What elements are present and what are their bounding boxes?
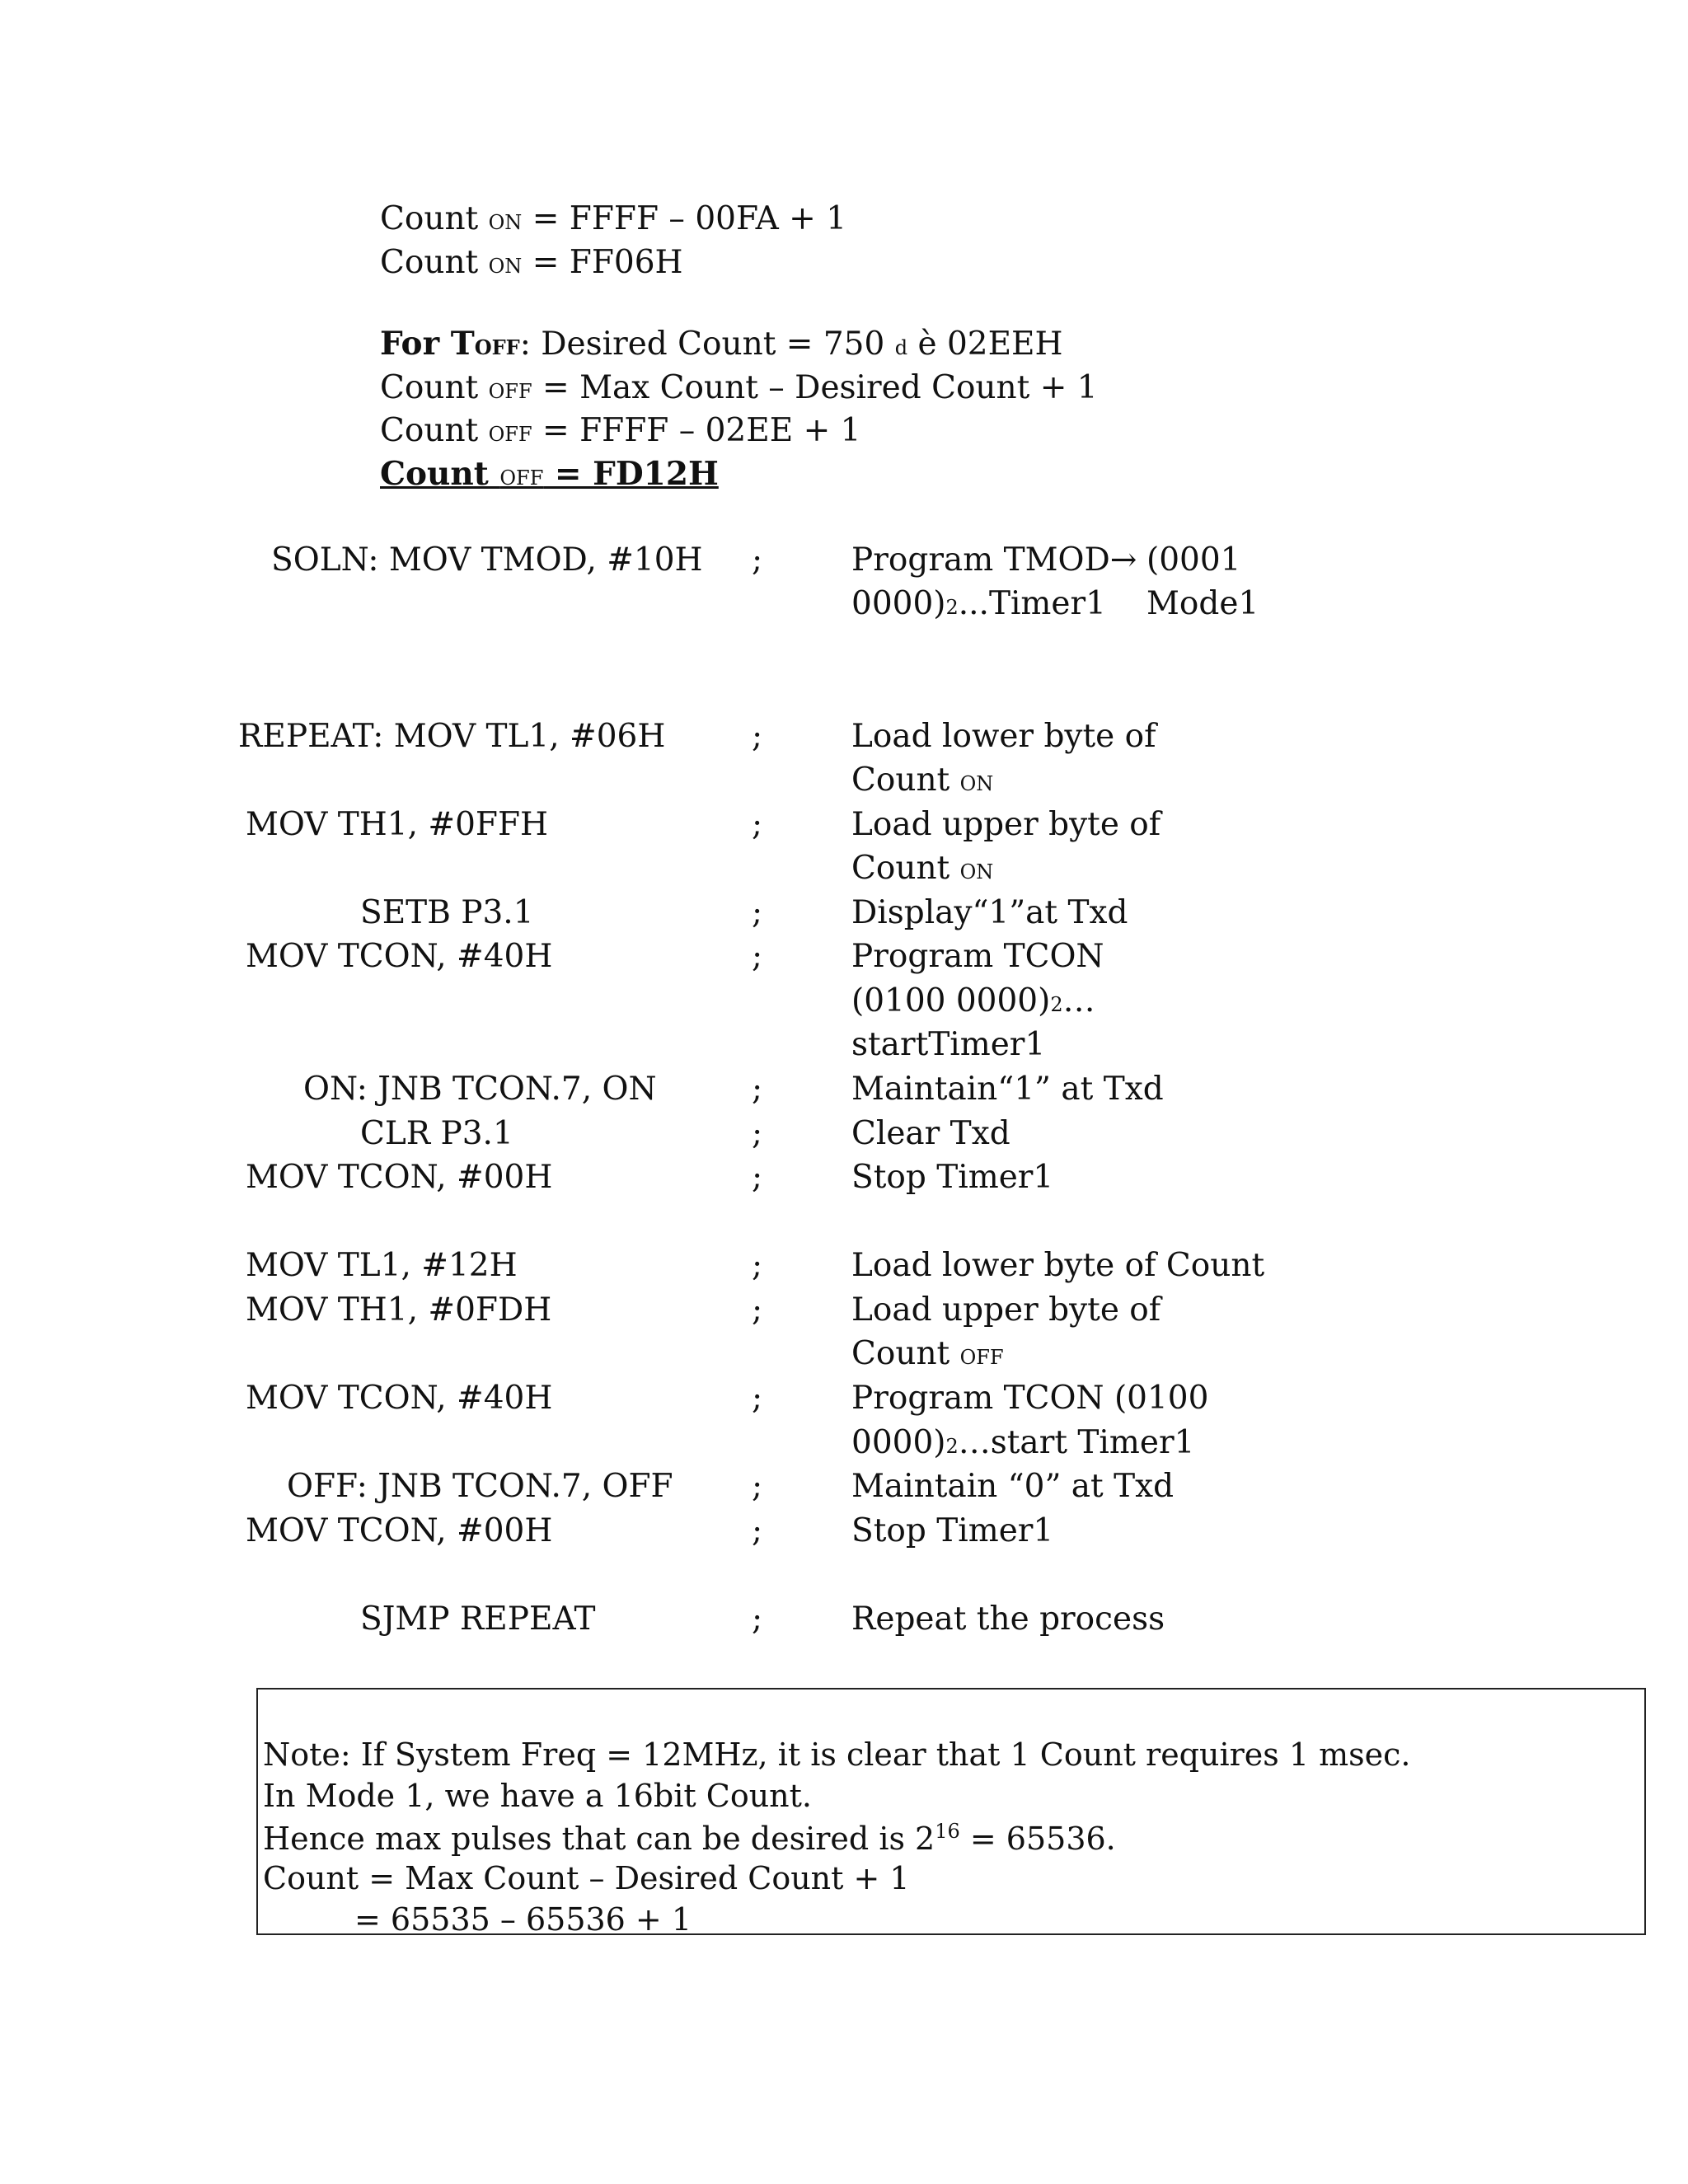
instruction: MOV TCON, #00H — [246, 1159, 553, 1196]
text: : Desired Count = 750 — [519, 326, 895, 363]
note-line-1: Note: If System Freq = 12MHz, it is clear that 1 Count requires 1 msec. — [263, 1736, 1411, 1773]
instruction: OFF: JNB TCON.7, OFF — [287, 1468, 673, 1505]
instruction: MOV TCON, #00H — [246, 1512, 553, 1549]
comment: Repeat the process — [851, 1601, 1165, 1638]
semicolon: ; — [752, 806, 763, 843]
instruction: MOV TCON, #40H — [246, 1380, 553, 1417]
text: = FFFF – 00FA + 1 — [522, 200, 847, 237]
comment — [851, 762, 994, 799]
instruction: ON: JNB TCON.7, ON — [303, 1071, 657, 1108]
calc-line-1 — [380, 200, 847, 237]
text: Count — [380, 455, 500, 493]
semicolon: ; — [752, 1071, 763, 1108]
text: = Max Count – Desired Count + 1 — [532, 369, 1098, 406]
text: Count — [851, 762, 960, 799]
subscript: ON — [959, 860, 994, 883]
superscript: 16 — [935, 1820, 960, 1843]
calc-line-3 — [380, 325, 1063, 363]
semicolon: ; — [752, 1468, 763, 1505]
comment: Load lower byte of — [851, 718, 1156, 755]
note-box — [256, 1688, 1646, 1938]
instruction: SETB P3.1 — [360, 894, 534, 931]
comment: Maintain “0” at Txd — [851, 1468, 1175, 1505]
subscript: OFF — [499, 466, 544, 490]
comment: Display“1”at Txd — [851, 894, 1128, 931]
arrow-icon: → — [1109, 541, 1137, 579]
semicolon: ; — [752, 541, 763, 579]
comment — [851, 1424, 1195, 1461]
subscript: 2 — [945, 1435, 959, 1458]
subscript: OFF — [488, 380, 532, 403]
comment — [851, 982, 1095, 1019]
calc-line-2 — [380, 246, 683, 279]
instruction: SJMP REPEAT — [360, 1601, 596, 1638]
calc-line-4 — [380, 369, 1098, 406]
semicolon: ; — [752, 718, 763, 755]
text: = 65536. — [959, 1821, 1116, 1857]
calc-line-6-result — [380, 455, 719, 493]
text: …start Timer1 — [958, 1424, 1195, 1461]
note-line-4: Count = Max Count – Desired Count + 1 — [263, 1860, 910, 1896]
comment: (0001 — [1146, 541, 1241, 579]
text: è 02EEH — [907, 326, 1063, 363]
semicolon: ; — [752, 1247, 763, 1284]
comment: Program TCON (0100 — [851, 1380, 1209, 1417]
subscript: OFF — [474, 335, 520, 359]
text: For T — [380, 325, 475, 363]
semicolon: ; — [752, 1159, 763, 1196]
comment: Load lower byte of Count — [851, 1247, 1265, 1284]
text: Count — [380, 412, 489, 449]
semicolon: ; — [752, 1512, 763, 1549]
note-line-5: = 65535 – 65536 + 1 — [354, 1901, 692, 1938]
text: Count — [380, 369, 489, 406]
instruction: MOV TL1, #12H — [246, 1247, 518, 1284]
subscript: OFF — [488, 423, 532, 446]
comment: Program TCON — [851, 938, 1104, 975]
semicolon: ; — [752, 1115, 763, 1152]
comment: Stop Timer1 — [851, 1512, 1054, 1549]
comment: Mode1 — [1146, 585, 1259, 622]
text: ...Timer1 — [958, 585, 1106, 622]
semicolon: ; — [752, 894, 763, 931]
instruction: MOV TH1, #0FFH — [246, 806, 549, 843]
semicolon: ; — [752, 938, 763, 975]
text: … — [1062, 982, 1095, 1019]
text: Program TMOD — [851, 541, 1110, 579]
instruction: CLR P3.1 — [360, 1115, 513, 1152]
subscript: 2 — [945, 596, 959, 619]
subscript: OFF — [959, 1346, 1004, 1369]
comment — [851, 1335, 1004, 1372]
text: = FD12H — [543, 455, 719, 493]
comment: startTimer1 — [851, 1026, 1046, 1063]
text: 0000) — [851, 1424, 946, 1461]
text: = FF06H — [522, 244, 683, 281]
note-line-2: In Mode 1, we have a 16bit Count. — [263, 1778, 813, 1814]
comment: Stop Timer1 — [851, 1159, 1054, 1196]
comment: Clear Txd — [851, 1115, 1010, 1152]
semicolon: ; — [752, 1291, 763, 1329]
subscript: ON — [488, 255, 523, 278]
text: Count — [851, 1335, 960, 1372]
text: (0100 0000) — [851, 982, 1051, 1019]
comment — [851, 541, 1137, 579]
text: Count — [380, 244, 489, 281]
subscript: d — [894, 336, 908, 359]
subscript: ON — [488, 211, 523, 234]
instruction: REPEAT: MOV TL1, #06H — [238, 718, 666, 755]
comment — [851, 585, 1106, 622]
subscript: ON — [959, 772, 994, 795]
text: 0000) — [851, 585, 946, 622]
text: Count — [380, 200, 489, 237]
comment: Load upper byte of — [851, 806, 1161, 843]
text: Hence max pulses that can be desired is 2 — [263, 1821, 935, 1857]
calc-line-5 — [380, 412, 861, 449]
comment: Load upper byte of — [851, 1291, 1161, 1329]
subscript: 2 — [1050, 993, 1063, 1016]
instruction: SOLN: MOV TMOD, #10H — [271, 541, 703, 579]
instruction: MOV TCON, #40H — [246, 938, 553, 975]
text: Count — [851, 850, 960, 887]
note-line-3 — [263, 1820, 1116, 1857]
instruction: MOV TH1, #0FDH — [246, 1291, 552, 1329]
comment: Maintain“1” at Txd — [851, 1071, 1164, 1108]
comment — [851, 850, 994, 887]
semicolon: ; — [752, 1380, 763, 1417]
text: = FFFF – 02EE + 1 — [532, 412, 861, 449]
semicolon: ; — [752, 1601, 763, 1638]
